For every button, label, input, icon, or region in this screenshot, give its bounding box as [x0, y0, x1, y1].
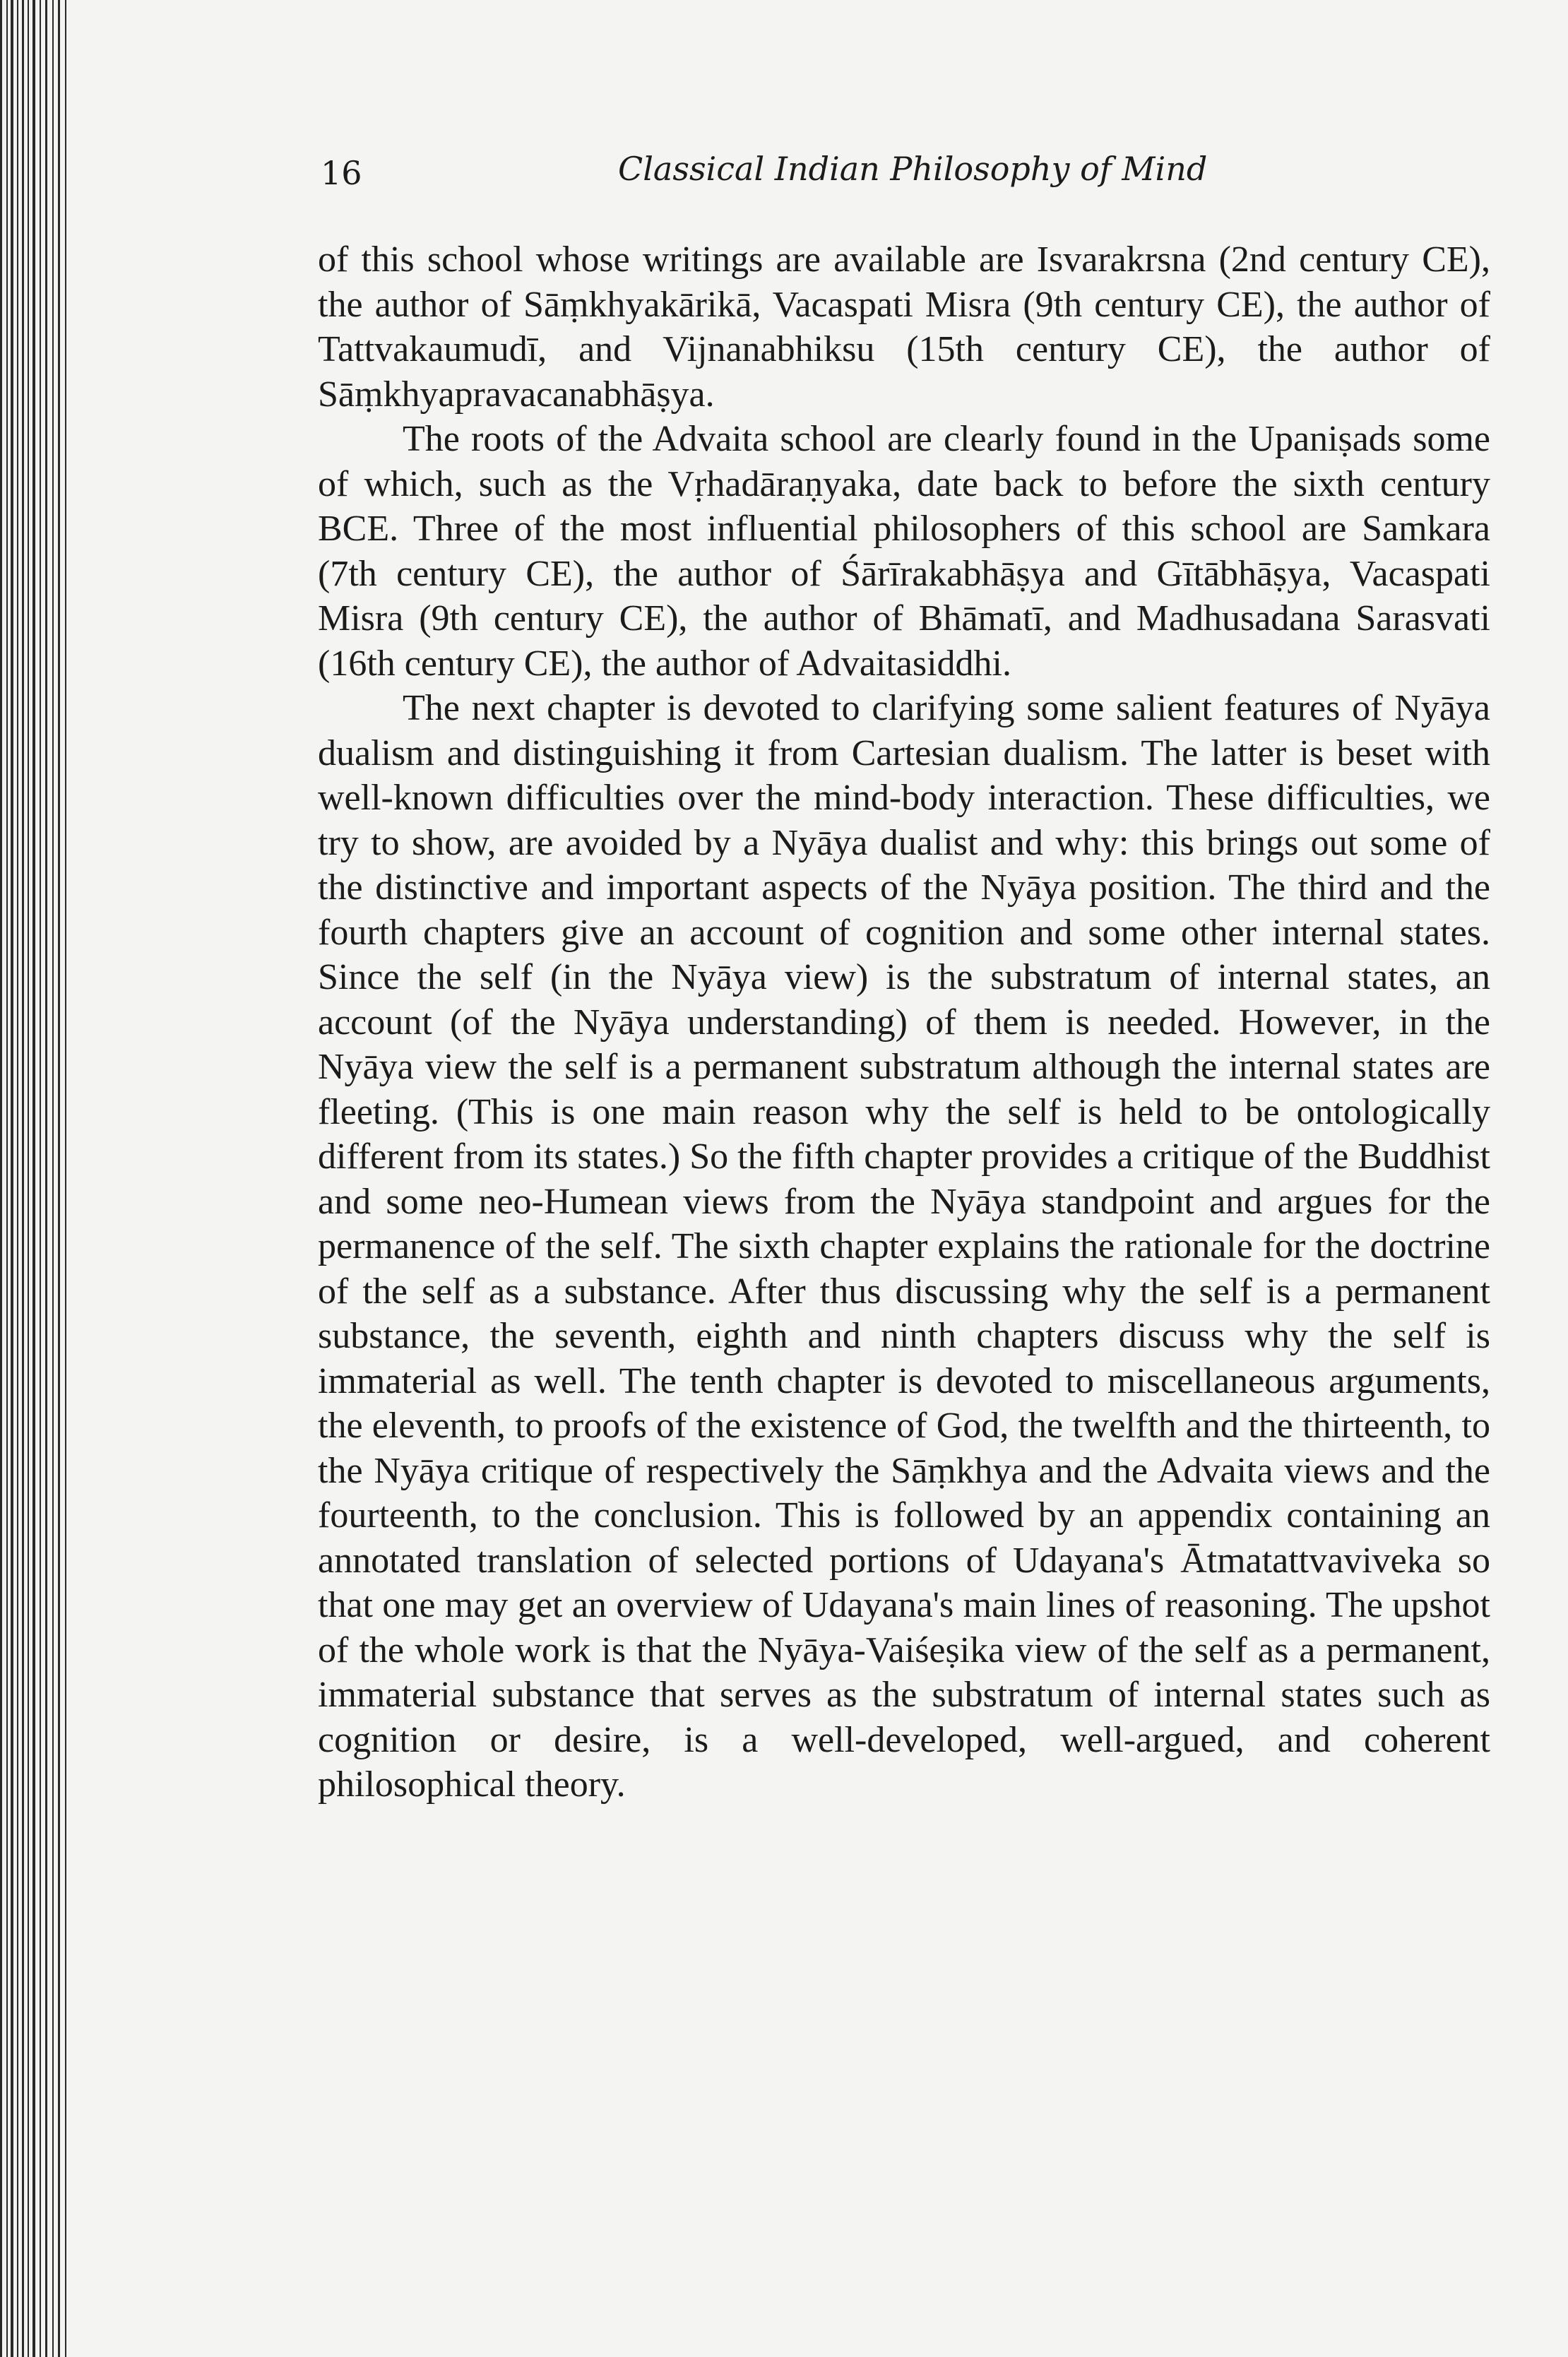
book-page — [318, 141, 1490, 1807]
paragraph-sankhya-authors: of this school whose writings are available are Isvarakrsna (2nd century CE), the author of Sāṃkhyakārikā, Vacaspati Misra (9th century CE), the author of Tattvakaumudī, and Vijnanabhiksu (15th century CE), the author of Sāṃkhyapravacanabhāṣya. — [318, 239, 1490, 415]
page-number: 16 — [321, 154, 362, 192]
body-text — [318, 237, 1490, 1807]
running-title: Classical Indian Philosophy of Mind — [618, 150, 1208, 188]
paragraph-chapter-overview: The next chapter is devoted to clarifying some salient features of Nyāya dualism and distinguishing it from Cartesian dualism. The latter is beset with well-known difficulties over the mind-body interaction. These difficulties, we try to show, are avoided by a Nyāya dualist and why: this brings out some of the distinctive and important aspects of the Nyāya position. The third and the fourth chapters give an account of cognition and some other internal states. Since the self (in the Nyāya view) is the substratum of internal states, an account (of the Nyāya understanding) of them is needed. However, in the Nyāya view the self is a permanent substratum although the internal states are fleeting. (This is one main reason why the self is held to be ontologically different from its states.) So the fifth chapter provides a critique of the Buddhist and some neo-Humean views from the Nyāya standpoint and argues for the permanence of the self. The sixth chapter explains the rationale for the doctrine of the self as a substance. After thus discussing why the self is a permanent substance, the seventh, eighth and ninth chapters discuss why the self is immaterial as well. The tenth chapter is devoted to miscellaneous arguments, the eleventh, to proofs of the existence of God, the twelfth and the thirteenth, to the Nyāya critique of respectively the Sāṃkhya and the Advaita views and the fourteenth, to the conclusion. This is followed by an appendix containing an annotated translation of selected portions of Udayana's Ātmatattvaviveka so that one may get an overview of Udayana's main lines of reasoning. The upshot of the whole work is that the Nyāya-Vaiśeṣika view of the self as a permanent, immaterial substance that serves as the substratum of internal states such as cognition or desire, is a well-developed, well-argued, and coherent philosophical theory. — [318, 688, 1490, 1805]
running-head — [318, 141, 1490, 198]
binding-gutter — [0, 0, 78, 2357]
paragraph-advaita-roots: The roots of the Advaita school are clearly found in the Upaniṣads some of which, such as the Vṛhadāraṇyaka, date back to before the sixth century BCE. Three of the most influential philosophers of this school are Samkara (7th century CE), the author of Śārīrakabhāṣya and Gītābhāṣya, Vacaspati Misra (9th century CE), the author of Bhāmatī, and Madhusadana Sarasvati (16th century CE), the author of Advaitasiddhi. — [318, 419, 1490, 684]
